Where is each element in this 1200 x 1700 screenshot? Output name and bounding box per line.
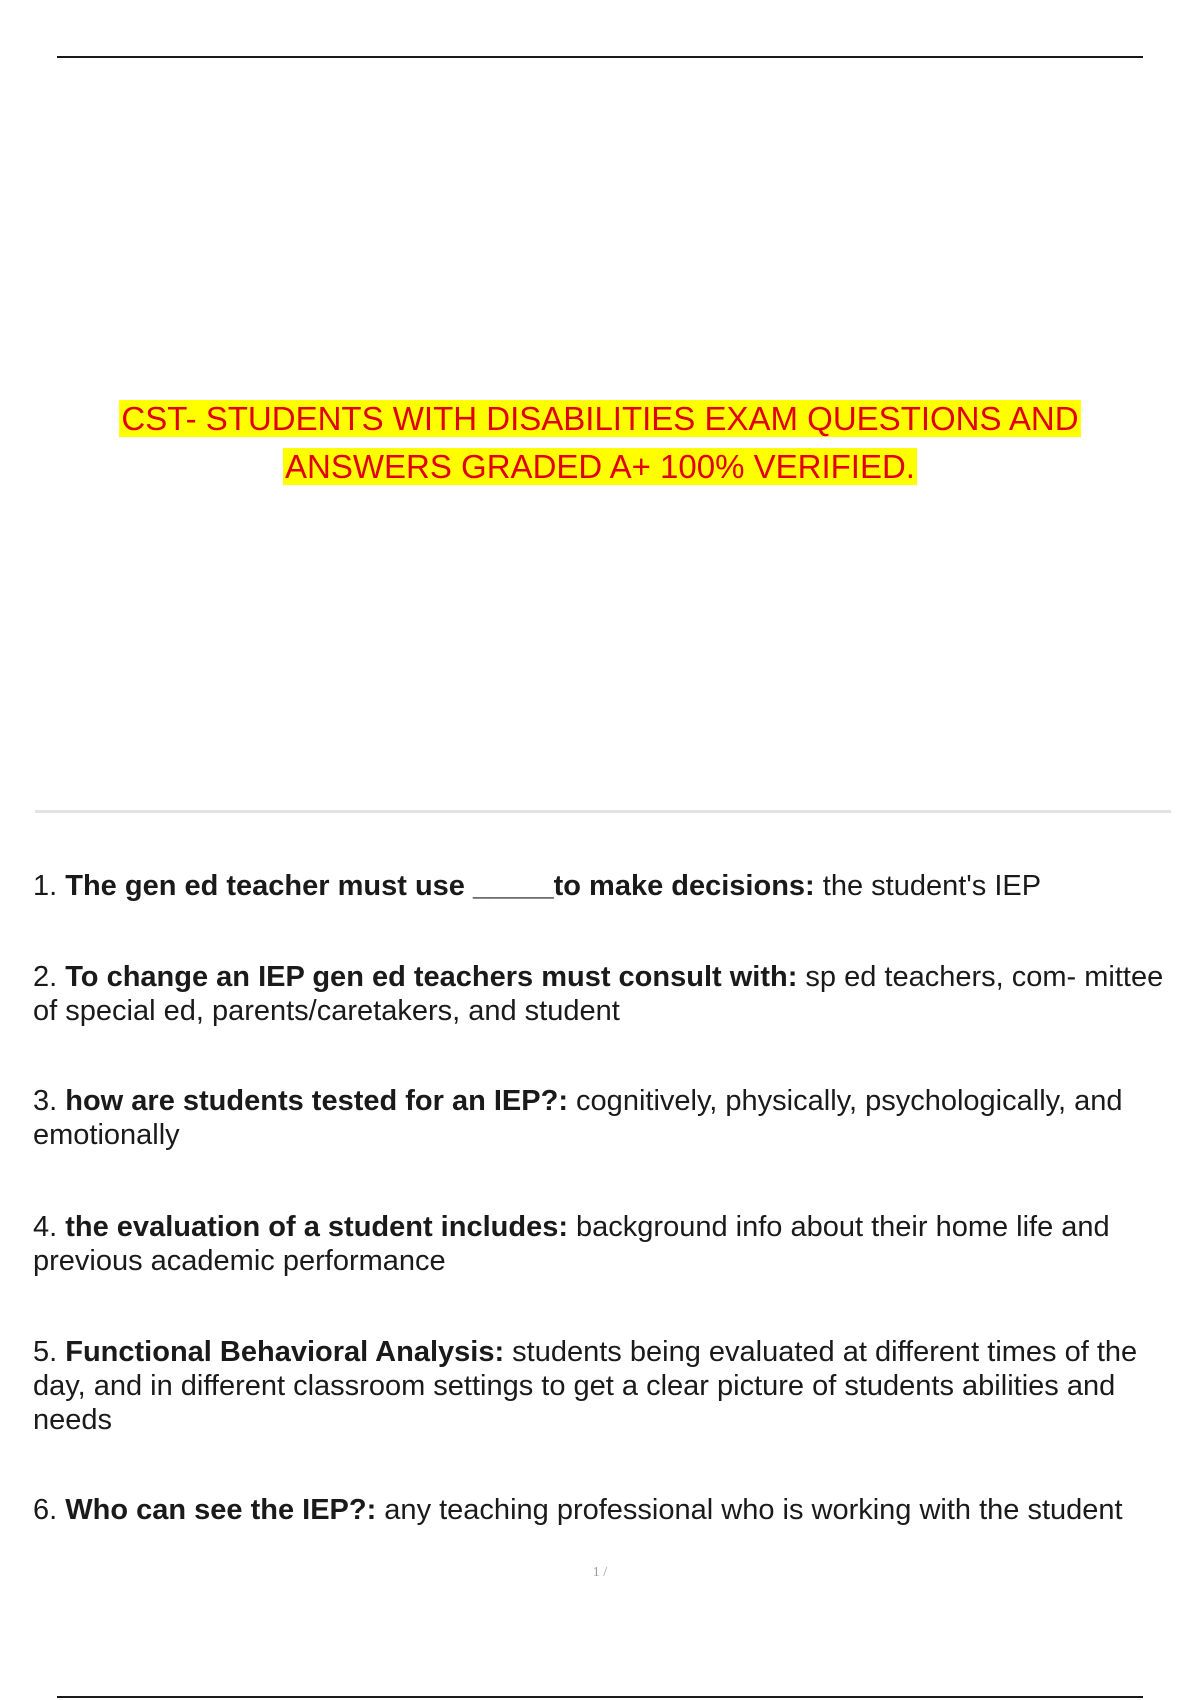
item-question: the evaluation of a student includes: — [65, 1211, 568, 1243]
header-rule — [57, 56, 1143, 58]
item-answer: students being evaluated at different times of the day, and in different classroom settings to get a clear picture of students abilities and needs — [33, 1336, 1138, 1436]
item-answer: cognitively, physically, psychologically, and emotionally — [33, 1085, 1123, 1151]
item-answer: any teaching professional who is working with the student — [376, 1494, 1123, 1526]
item-number: 6. — [33, 1494, 66, 1526]
document-title — [60, 395, 1140, 491]
title-line-1: CST- STUDENTS WITH DISABILITIES EXAM QUESTIONS AND — [121, 400, 1079, 437]
item-answer: sp ed teachers, com- mittee of special ed, parents/caretakers, and student — [33, 961, 1164, 1027]
item-question: Who can see the IEP?: — [65, 1494, 377, 1526]
item-answer: the student's IEP — [814, 870, 1042, 902]
qa-item-2 — [33, 960, 1173, 1028]
item-answer: background info about their home life and previous academic performance — [33, 1211, 1110, 1277]
qa-item-1 — [33, 869, 1173, 903]
section-divider — [35, 810, 1171, 813]
item-number: 3. — [33, 1085, 66, 1117]
item-question: how are students tested for an IEP?: — [65, 1085, 568, 1117]
item-number: 5. — [33, 1336, 66, 1368]
item-number: 1. — [33, 870, 66, 902]
item-question: Functional Behavioral Analysis: — [65, 1336, 505, 1368]
qa-item-3 — [33, 1084, 1173, 1152]
qa-item-5 — [33, 1335, 1173, 1437]
footer-rule — [57, 1696, 1143, 1698]
qa-item-4 — [33, 1210, 1173, 1278]
item-question: The gen ed teacher must use _____to make decisions: — [65, 870, 815, 902]
title-line-2: ANSWERS GRADED A+ 100% VERIFIED. — [285, 448, 915, 485]
item-number: 2. — [33, 961, 66, 993]
item-question: To change an IEP gen ed teachers must consult with: — [65, 961, 798, 993]
item-number: 4. — [33, 1211, 66, 1243]
page-number: 1 / — [592, 1565, 608, 1580]
qa-item-6 — [33, 1493, 1173, 1527]
